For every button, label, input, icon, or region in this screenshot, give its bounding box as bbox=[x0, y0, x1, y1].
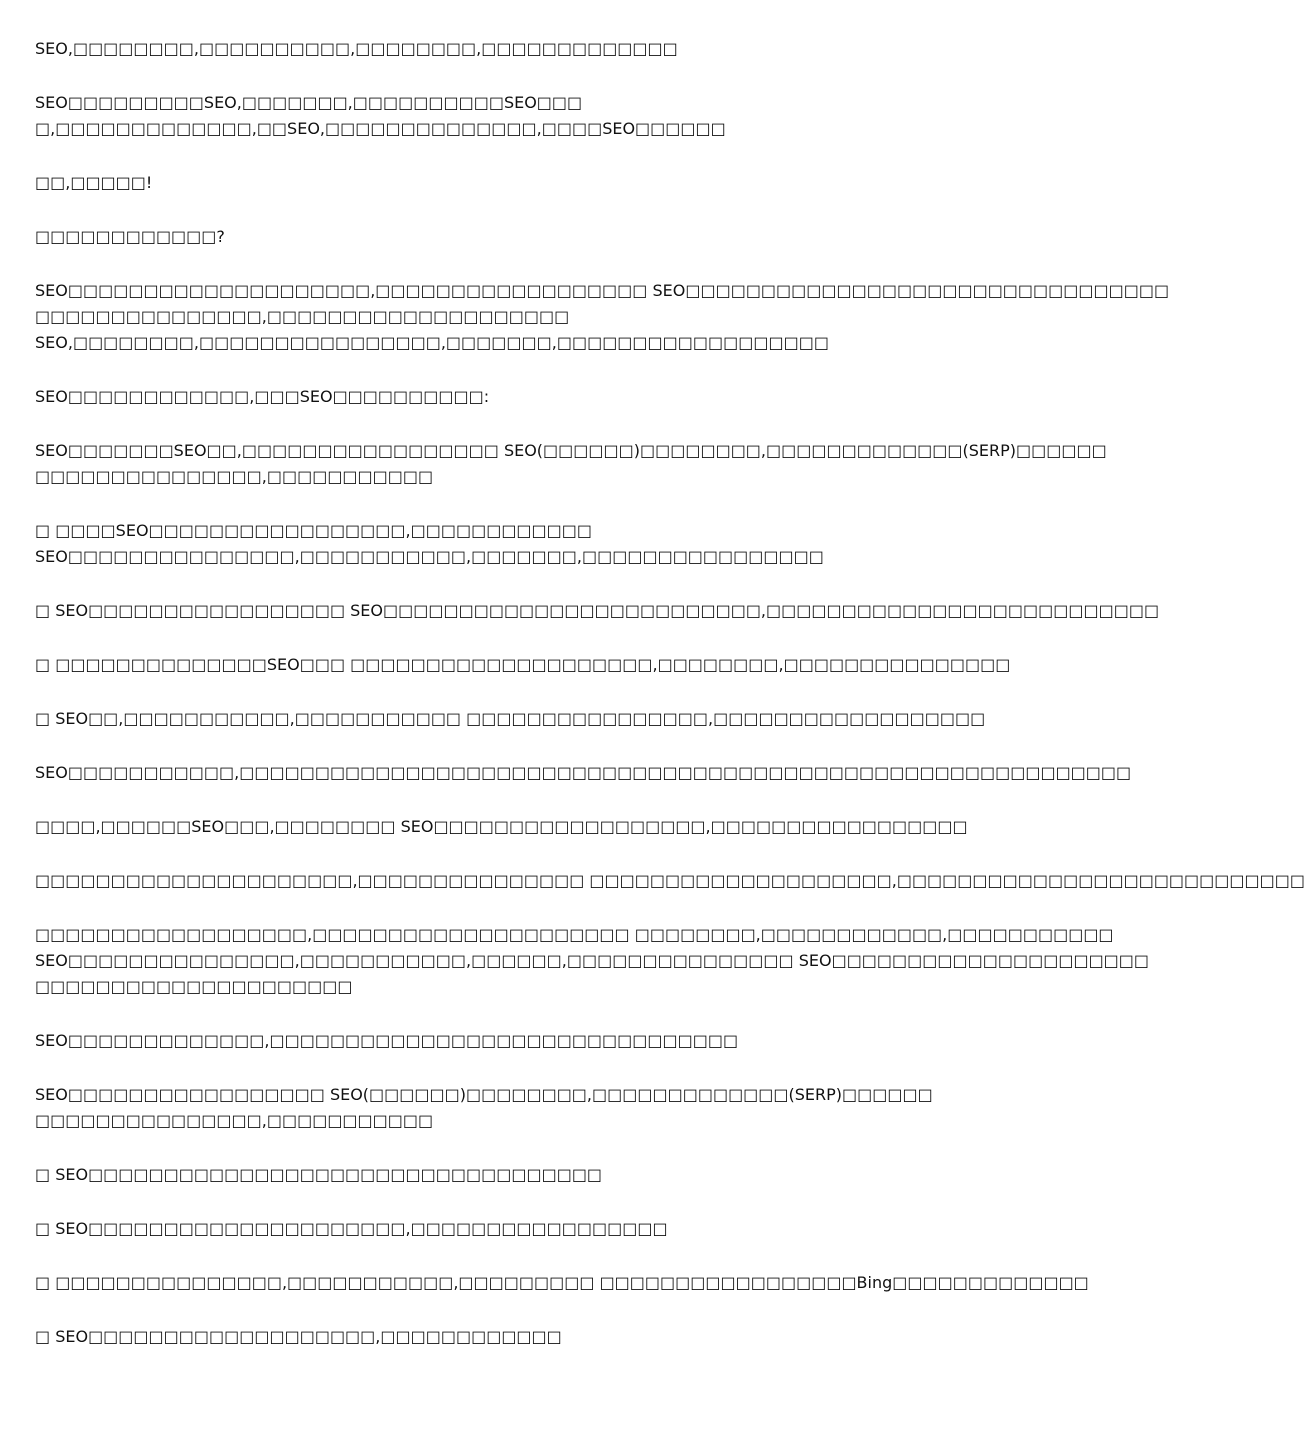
paragraph bbox=[35, 438, 1107, 490]
text-line: □□,□□□□□! bbox=[35, 173, 153, 192]
text-line: □,□□□□□□□□□□□□□,□□SEO,□□□□□□□□□□□□□□,□□□□SEO□□□□□□ bbox=[35, 119, 726, 138]
paragraph bbox=[35, 706, 986, 732]
text-line: □□□□□□□□□□□□□□□,□□□□□□□□□□□ bbox=[35, 467, 434, 486]
paragraph bbox=[35, 384, 975, 410]
paragraph bbox=[35, 1216, 975, 1242]
paragraph bbox=[35, 1028, 975, 1054]
text-line: □ SEO□□□□□□□□□□□□□□□□□ SEO□□□□□□□□□□□□□□□□□□□□□□□□□,□□□□□□□□□□□□□□□□□□□□□□□□□□ bbox=[35, 601, 1160, 620]
text-line: □ SEO□□□□□□□□□□□□□□□□□□□□□□□□□□□□□□□□□□ bbox=[35, 1165, 603, 1184]
text-line: □□□□□□□□□□□□□□□□□□□□□ bbox=[35, 977, 353, 996]
paragraph bbox=[35, 814, 975, 840]
paragraph bbox=[35, 36, 975, 62]
paragraph bbox=[35, 90, 975, 142]
text-line: □ SEO□□□□□□□□□□□□□□□□□□□,□□□□□□□□□□□□ bbox=[35, 1327, 562, 1346]
paragraph bbox=[35, 1324, 975, 1350]
paragraph bbox=[35, 278, 1170, 356]
paragraph bbox=[35, 1082, 975, 1134]
paragraph bbox=[35, 1270, 1089, 1296]
paragraph bbox=[35, 868, 1305, 894]
text-line: SEO□□□□□□□SEO□□,□□□□□□□□□□□□□□□□□ SEO(□□□□□□)□□□□□□□□,□□□□□□□□□□□□□(SERP)□□□□□□ bbox=[35, 441, 1107, 460]
paragraph bbox=[35, 922, 1150, 1000]
paragraph bbox=[35, 224, 975, 250]
text-line: SEO□□□□□□□□□SEO,□□□□□□□,□□□□□□□□□□SEO□□□ bbox=[35, 93, 583, 112]
text-line: □ SEO□□□□□□□□□□□□□□□□□□□□□,□□□□□□□□□□□□□□□□□ bbox=[35, 1219, 668, 1238]
paragraph bbox=[35, 652, 1011, 678]
paragraph bbox=[35, 518, 975, 570]
text-line: □□□□□□□□□□□□? bbox=[35, 227, 225, 246]
text-line: □ SEO□□,□□□□□□□□□□□,□□□□□□□□□□□ □□□□□□□□□□□□□□□□,□□□□□□□□□□□□□□□□□□ bbox=[35, 709, 986, 728]
text-line: □ □□□□□□□□□□□□□□□,□□□□□□□□□□□,□□□□□□□□□ □□□□□□□□□□□□□□□□□Bing□□□□□□□□□□□□□ bbox=[35, 1273, 1089, 1292]
text-line: SEO□□□□□□□□□□□,□□□□□□□□□□□□□□□□□□□□□□□□□□□□□□□□□□□□□□□□□□□□□□□□□□□□□□□□□□□ bbox=[35, 763, 1132, 782]
text-line: □ □□□□□□□□□□□□□□SEO□□□ □□□□□□□□□□□□□□□□□□□□,□□□□□□□□,□□□□□□□□□□□□□□□ bbox=[35, 655, 1011, 674]
text-line: SEO,□□□□□□□□,□□□□□□□□□□,□□□□□□□□,□□□□□□□□□□□□□ bbox=[35, 39, 678, 58]
text-line: SEO□□□□□□□□□□□□□,□□□□□□□□□□□□□□□□□□□□□□□□□□□□□□□ bbox=[35, 1031, 739, 1050]
document-page bbox=[35, 36, 1305, 1378]
text-line: SEO□□□□□□□□□□□□□□□,□□□□□□□□□□□,□□□□□□□,□□□□□□□□□□□□□□□□ bbox=[35, 547, 824, 566]
text-line: □□□□□□□□□□□□□□□□□□,□□□□□□□□□□□□□□□□□□□□□ □□□□□□□□,□□□□□□□□□□□□,□□□□□□□□□□□ bbox=[35, 925, 1114, 944]
paragraph bbox=[35, 1162, 975, 1188]
text-line: SEO,□□□□□□□□,□□□□□□□□□□□□□□□□,□□□□□□□,□□□□□□□□□□□□□□□□□□ bbox=[35, 333, 829, 352]
text-line: SEO□□□□□□□□□□□□□□□□□□□□,□□□□□□□□□□□□□□□□□□ SEO□□□□□□□□□□□□□□□□□□□□□□□□□□□□□□□□ bbox=[35, 281, 1170, 300]
paragraph bbox=[35, 598, 1160, 624]
paragraph bbox=[35, 170, 975, 196]
text-line: □□□□□□□□□□□□□□□□□□□□□,□□□□□□□□□□□□□□□ □□□□□□□□□□□□□□□□□□□□,□□□□□□□□□□□□□□□□□□□□□□□□□□□ bbox=[35, 871, 1305, 890]
text-line: □ □□□□SEO□□□□□□□□□□□□□□□□□,□□□□□□□□□□□□ bbox=[35, 521, 593, 540]
text-line: □□□□,□□□□□□SEO□□□,□□□□□□□□ SEO□□□□□□□□□□□□□□□□□□,□□□□□□□□□□□□□□□□□ bbox=[35, 817, 968, 836]
text-line: □□□□□□□□□□□□□□□,□□□□□□□□□□□□□□□□□□□□ bbox=[35, 307, 570, 326]
text-line: SEO□□□□□□□□□□□□□□□□□ SEO(□□□□□□)□□□□□□□□,□□□□□□□□□□□□□(SERP)□□□□□□ bbox=[35, 1085, 933, 1104]
text-line: □□□□□□□□□□□□□□□,□□□□□□□□□□□ bbox=[35, 1111, 434, 1130]
text-line: SEO□□□□□□□□□□□□□□□,□□□□□□□□□□□,□□□□□□,□□□□□□□□□□□□□□□ SEO□□□□□□□□□□□□□□□□□□□□□ bbox=[35, 951, 1150, 970]
paragraph bbox=[35, 760, 1132, 786]
text-line: SEO□□□□□□□□□□□□,□□□SEO□□□□□□□□□□: bbox=[35, 387, 490, 406]
